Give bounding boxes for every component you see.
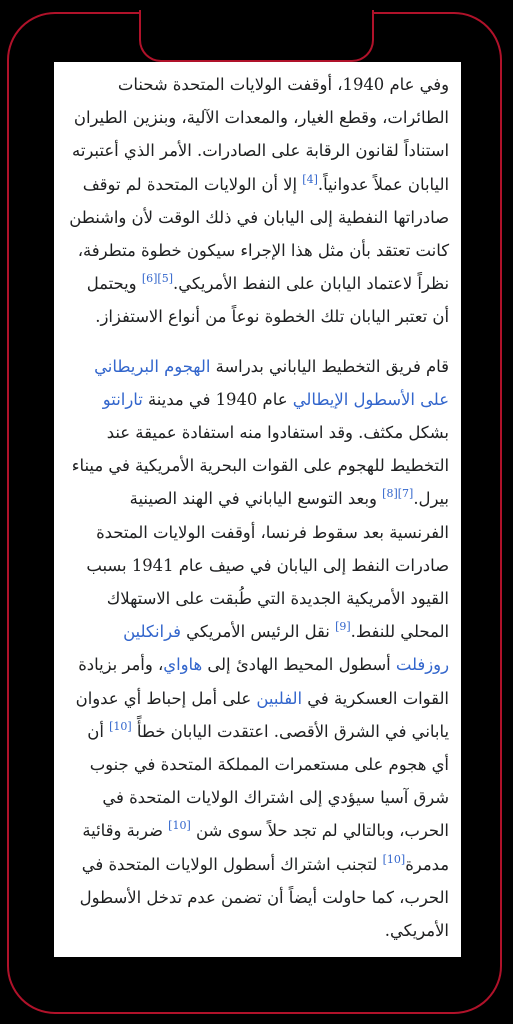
paragraph-text: وفي عام 1940، أوقفت الولايات المتحدة شحنات الطائرات، وقطع الغيار، والمعدات الآلية، وبنزين الطيران استناداً لقانون الرقابة على الصادرات. الأمر الذي أعتبرته اليابان عملاً عدوانياً.: [72, 75, 449, 194]
link-taranto[interactable]: تارانتو: [102, 389, 143, 409]
paragraph-export-embargo: [66, 68, 449, 334]
link-hawaii[interactable]: هاواي: [163, 655, 203, 675]
citation-link[interactable]: [10]: [382, 852, 406, 866]
citation-link[interactable]: [7]: [397, 487, 414, 501]
link-british-attack-italian-fleet[interactable]: الهجوم البريطاني على الأسطول الإيطالي: [94, 356, 449, 409]
paragraph-text: أن أي هجوم على مستعمرات المملكة المتحدة في جنوب شرق آسيا سيؤدي إلى اشتراك الولايات المتحدة في الحرب، وبالتالي لم تجد حلاً سوى شن: [87, 721, 449, 841]
paragraph-text: على أمل إحباط أي عدوان ياباني في الشرق الأقصى. اعتقدت اليابان خطأً: [75, 688, 449, 741]
screen[interactable]: [54, 62, 461, 957]
citation-link[interactable]: [5]: [157, 272, 173, 286]
citation-link[interactable]: [10]: [109, 719, 132, 733]
citation-link[interactable]: [10]: [168, 819, 191, 833]
bottom-fade: [54, 943, 461, 957]
paragraph-text: قام فريق التخطيط الياباني بدراسة: [210, 356, 449, 376]
paragraph-text: عام 1940 في مدينة: [142, 389, 293, 409]
paragraph-text: وبعد التوسع الياباني في الهند الصينية الفرنسية بعد سقوط فرنسا، أوقفت الولايات المتحدة صادرات النفط إلى اليابان في صيف عام 1941 بسبب القيود الأمريكية الجديدة التي طُبقت على الاستهلاك المحلي للنفط.: [86, 489, 449, 642]
paragraph-text: ضربة وقائية مدمرة: [82, 821, 449, 874]
citation-link[interactable]: [8]: [382, 487, 398, 501]
paragraph-text: نقل الرئيس الأمريكي: [180, 622, 336, 642]
citation-link[interactable]: [6]: [141, 272, 158, 286]
article-content: [54, 62, 461, 947]
paragraph-text: ويحتمل أن تعتبر اليابان تلك الخطوة نوعاً من أنواع الاستفزاز.: [86, 274, 449, 327]
citation-link[interactable]: [9]: [335, 620, 351, 634]
paragraph-text: ، وأمر بزيادة القوات العسكرية في: [78, 655, 449, 708]
link-philippines[interactable]: الفلبين: [256, 688, 303, 708]
camera-notch: [139, 10, 374, 62]
citation-link[interactable]: [4]: [302, 172, 318, 186]
paragraph-text: بشكل مكثف. وقد استفادوا منه استفادة عميقة عند التخطيط للهجوم على القوات البحرية الأمريكية في ميناء بيرل.: [71, 423, 449, 509]
link-franklin-roosevelt[interactable]: فرانكلين روزفلت: [123, 622, 449, 675]
paragraph-planning: [66, 350, 449, 948]
paragraph-text: أسطول المحيط الهادئ إلى: [202, 655, 396, 675]
paragraph-text: لتجنب اشتراك أسطول الولايات المتحدة في الحرب، كما حاولت أيضاً أن تضمن عدم تدخل الأسطول الأمريكي.: [79, 854, 449, 941]
paragraph-text: إلا أن الولايات المتحدة لم توقف صادراتها النفطية إلى اليابان في ذلك الوقت لأن واشنطن كانت تعتقد بأن مثل هذا الإجراء سيكون خطوة متطرفة، نظراً لاعتماد اليابان على النفط الأمريكي.: [69, 174, 449, 294]
